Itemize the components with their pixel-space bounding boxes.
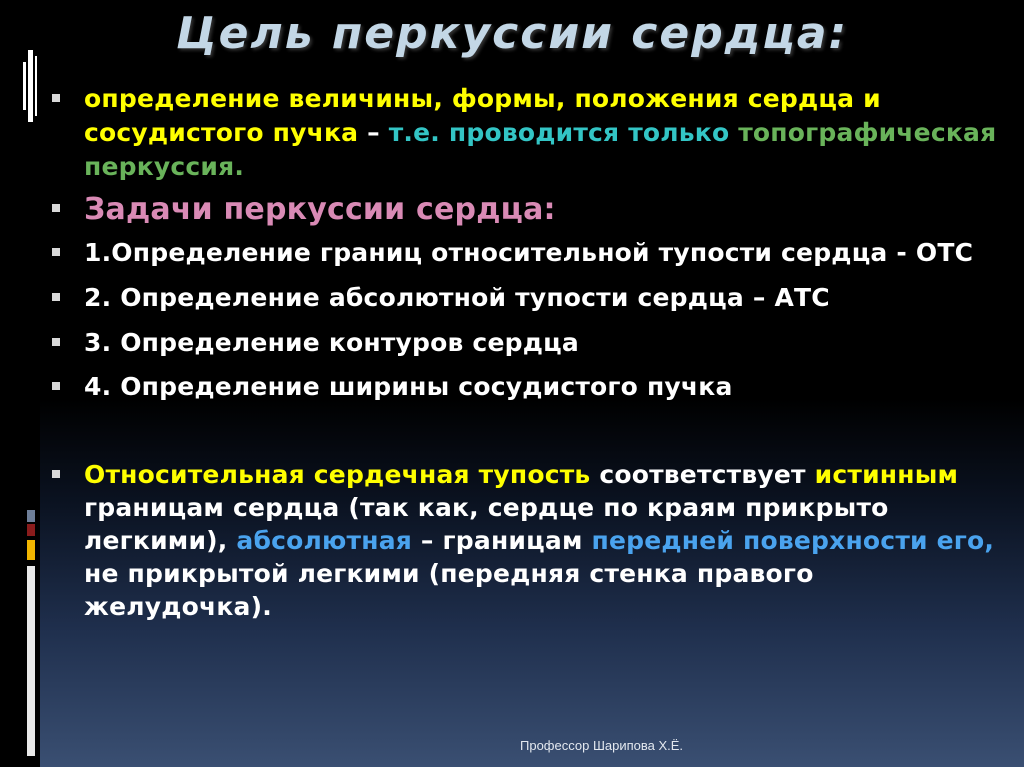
decor-block-4	[27, 566, 35, 756]
left-decor-strip	[0, 0, 40, 767]
decor-bar-top-3	[35, 56, 37, 116]
dullness-text-2: границам сердца (так как, сердце по краям прикрыто легкими),	[84, 493, 889, 555]
bullet-item-dullness	[52, 458, 1002, 623]
purpose-note: т.е. проводится только	[388, 118, 739, 147]
bullet-item-task-4	[52, 370, 1002, 404]
decor-block-1	[27, 510, 35, 522]
purpose-dash: –	[358, 118, 389, 147]
dullness-text-3: – границам	[412, 526, 592, 555]
bullet-item-task-1	[52, 236, 1002, 270]
bullet-item-task-3	[52, 326, 1002, 360]
anterior-surface-term: передней поверхности его,	[591, 526, 995, 555]
dullness-text-1: соответствует	[590, 460, 815, 489]
bullet-marker	[52, 382, 60, 390]
tasks-heading: Задачи перкуссии сердца:	[84, 192, 556, 227]
footer-author: Профессор Шарипова Х.Ё.	[520, 738, 684, 753]
bullet-item-purpose	[52, 82, 1002, 184]
bullet-item-tasks-heading	[52, 190, 1002, 230]
relative-dullness-term: Относительная сердечная тупость	[84, 460, 591, 489]
decor-block-2	[27, 524, 35, 536]
slide-title: Цель перкуссии сердца:	[175, 8, 849, 59]
decor-block-3	[27, 540, 35, 560]
bullet-marker	[52, 204, 60, 212]
purpose-note-end: топографическая перкуссия.	[84, 118, 997, 181]
decor-bar-top-1	[23, 62, 26, 110]
purpose-text: определение величины, формы, положения сердца и сосудистого пучка	[84, 84, 881, 147]
task-1-text: 1.Определение границ относительной тупости сердца - ОТС	[84, 238, 974, 267]
task-3-text: 3. Определение контуров сердца	[84, 328, 579, 357]
bullet-marker	[52, 293, 60, 301]
bullet-marker	[52, 470, 60, 478]
bullet-item-task-2	[52, 281, 1002, 315]
task-2-text: 2. Определение абсолютной тупости сердца – АТС	[84, 283, 830, 312]
bullet-marker	[52, 248, 60, 256]
task-4-text: 4. Определение ширины сосудистого пучка	[84, 372, 733, 401]
true-term: истинным	[814, 460, 959, 489]
bullet-marker	[52, 338, 60, 346]
dullness-text-4: не прикрытой легкими (передняя стенка правого желудочка).	[84, 559, 814, 621]
absolute-term: абсолютная	[236, 526, 413, 555]
decor-bar-top-2	[28, 50, 33, 122]
bullet-marker	[52, 94, 60, 102]
